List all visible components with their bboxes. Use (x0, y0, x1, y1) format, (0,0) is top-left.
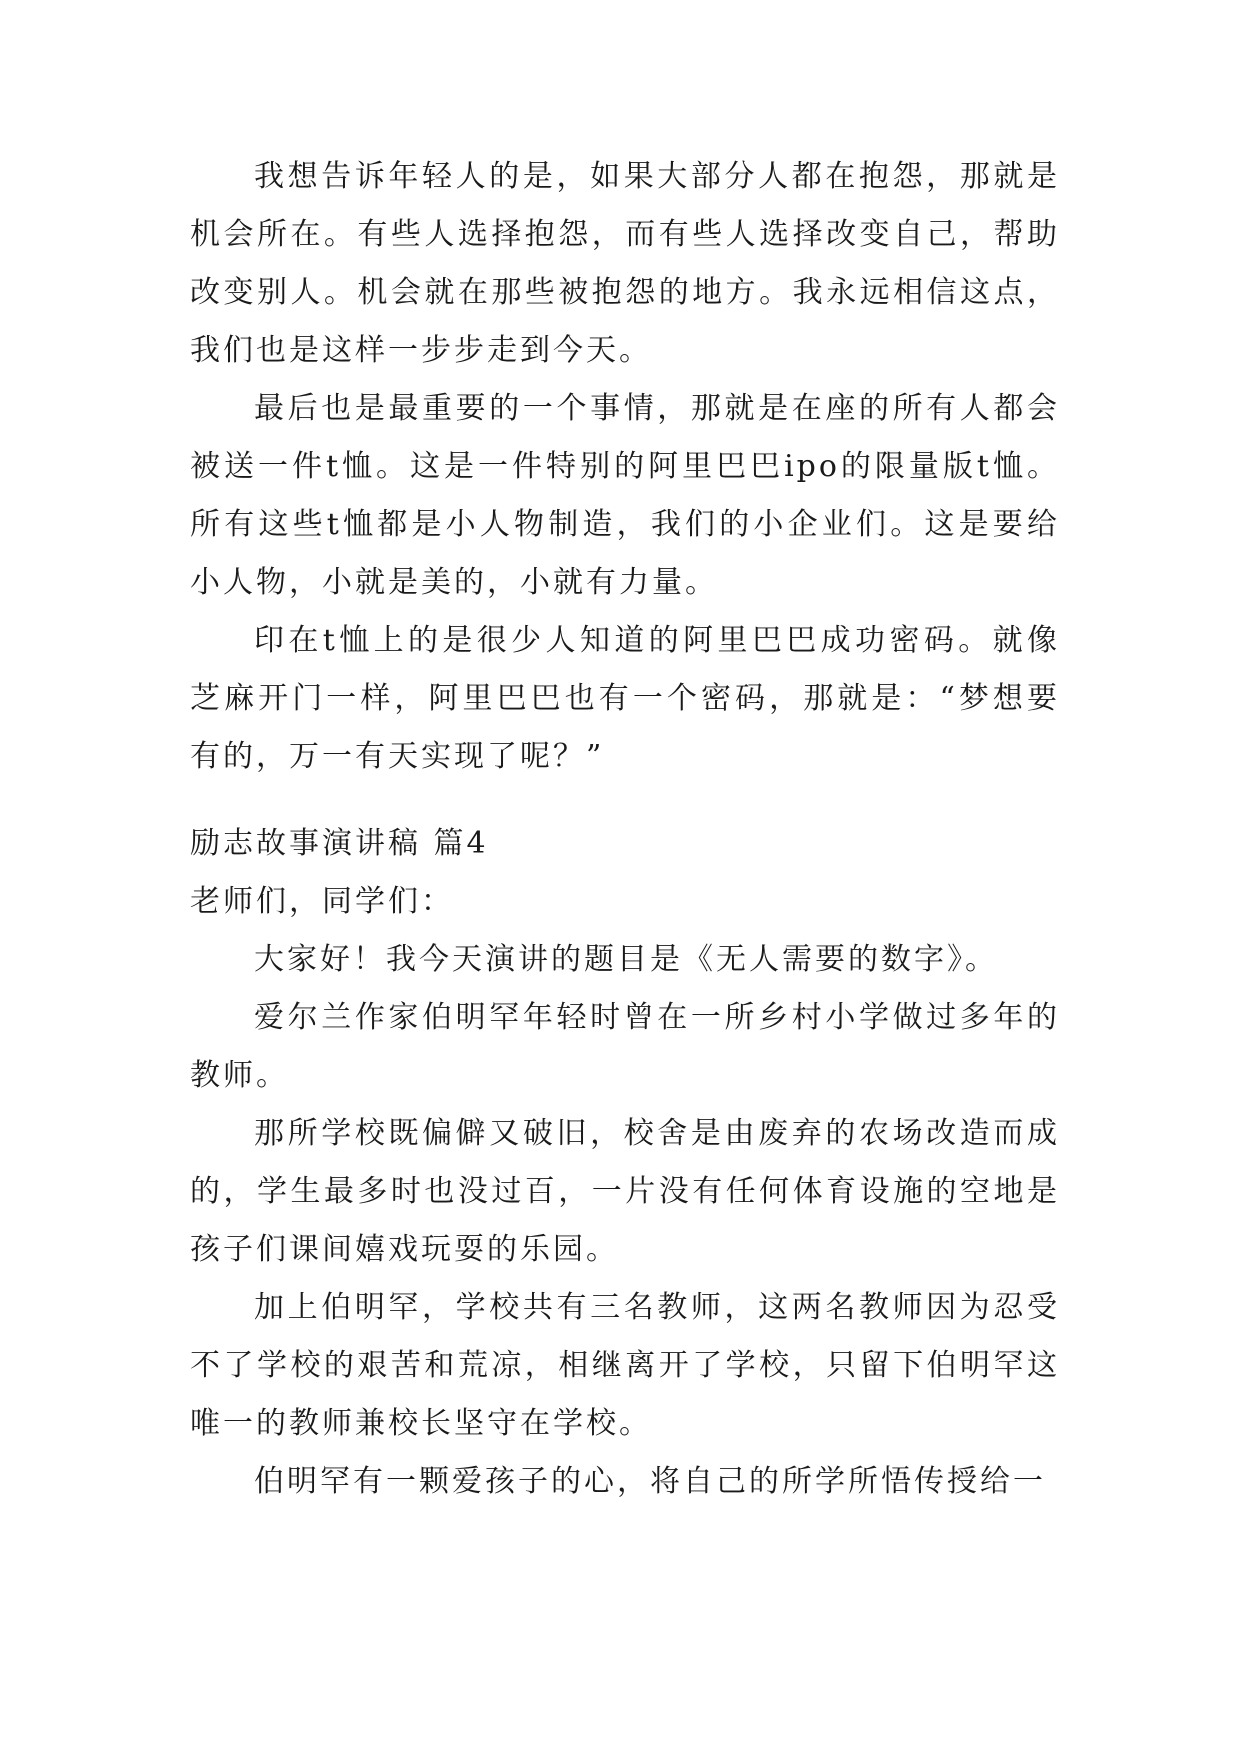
paragraph-love-for-children: 伯明罕有一颗爱孩子的心，将自己的所学所悟传授给一 (254, 1464, 1046, 1499)
paragraph-teachers-left: 加上伯明罕，学校共有三名教师，这两名教师因为忍受不了学校的艰苦和荒凉，相继离开了学校，只留下伯明罕这唯一的教师兼校长坚守在学校。 (190, 1290, 1060, 1441)
paragraph-school-description: 那所学校既偏僻又破旧，校舍是由废弃的农场改造而成的，学生最多时也没过百，一片没有任何体育设施的空地是孩子们课间嬉戏玩耍的乐园。 (190, 1116, 1060, 1267)
paragraph-birmingham-intro: 爱尔兰作家伯明罕年轻时曾在一所乡村小学做过多年的教师。 (190, 1000, 1060, 1093)
paragraph-success-code: 印在t恤上的是很少人知道的阿里巴巴成功密码。就像芝麻开门一样，阿里巴巴也有一个密码，那就是：“梦想要有的，万一有天实现了呢？” (190, 623, 1060, 774)
section-title: 励志故事演讲稿 篇4 (190, 826, 489, 861)
speech-greeting: 老师们，同学们： (190, 884, 454, 919)
paragraph-opportunity: 我想告诉年轻人的是，如果大部分人都在抱怨，那就是机会所在。有些人选择抱怨，而有些人选择改变自己，帮助改变别人。机会就在那些被抱怨的地方。我永远相信这点，我们也是这样一步步走到今天。 (190, 159, 1060, 368)
paragraph-opening: 大家好！我今天演讲的题目是《无人需要的数字》。 (254, 942, 998, 977)
paragraph-tshirt-gift: 最后也是最重要的一个事情，那就是在座的所有人都会被送一件t恤。这是一件特别的阿里巴巴ipo的限量版t恤。所有这些t恤都是小人物制造，我们的小企业们。这是要给小人物，小就是美的，小就有力量。 (190, 391, 1060, 600)
